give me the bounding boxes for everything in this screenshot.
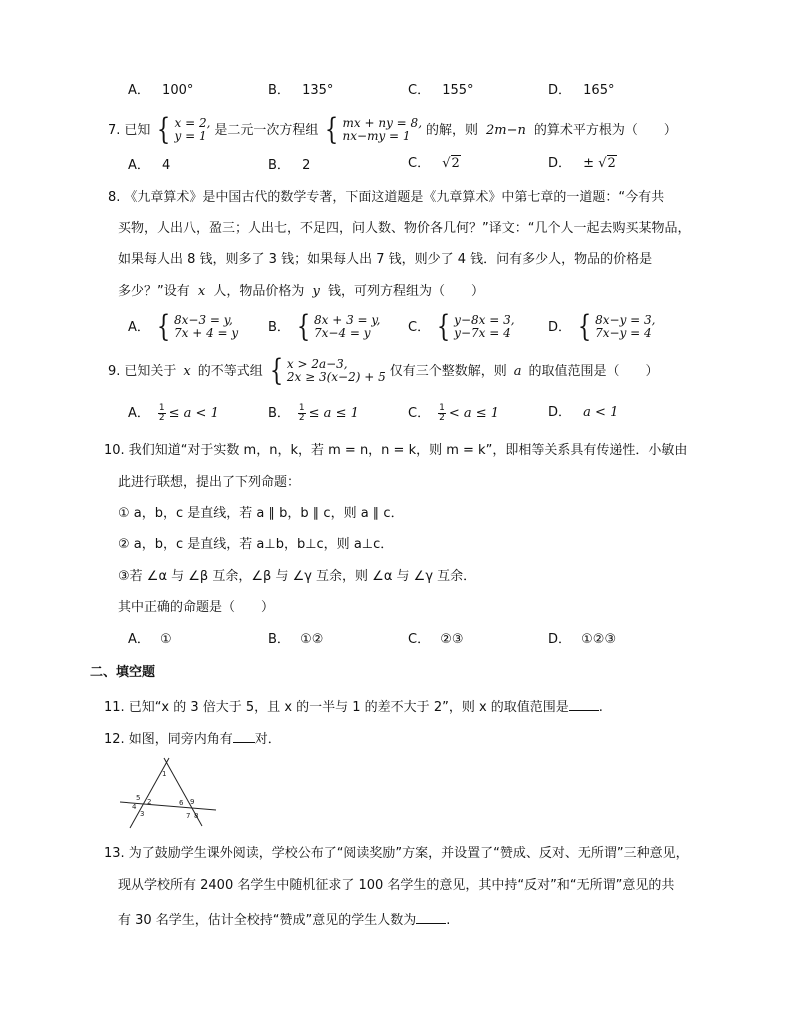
option-value: a < 1 bbox=[583, 405, 619, 420]
equation-line: 7x + 4 = y bbox=[174, 326, 239, 340]
q7-option-a bbox=[128, 159, 170, 172]
question-11 bbox=[104, 698, 603, 714]
equation-line: 8x−3 = y, bbox=[174, 313, 233, 327]
inequality-line: 2x ≥ 3(x−2) + 5 bbox=[286, 370, 386, 384]
option-letter: B． bbox=[268, 632, 290, 647]
option-value: 4 bbox=[162, 158, 171, 173]
q7-option-d bbox=[548, 157, 617, 170]
paragraph-line: 有 30 名学生，估计全校持“赞成”意见的学生人数为 bbox=[118, 913, 417, 928]
angle-label: 3 bbox=[140, 810, 145, 818]
q7-option-b bbox=[268, 159, 310, 172]
question-number: 8. bbox=[108, 190, 121, 205]
sqrt-symbol: √2 bbox=[442, 156, 460, 171]
option-value: ≤ a < 1 bbox=[168, 406, 219, 421]
q9-option-d bbox=[548, 406, 618, 419]
paragraph-line: 为了鼓励学生课外阅读，学校公布了“阅读奖励”方案，并设置了“赞成、反对、无所谓”三种意见， bbox=[128, 846, 689, 861]
q8-option-c bbox=[408, 309, 515, 344]
option-system: { 8x + 3 = y, 7x−4 = y bbox=[296, 309, 381, 344]
option-value: 155° bbox=[442, 83, 474, 98]
q7-tail: 的算术平方根为（ ） bbox=[533, 122, 677, 138]
q7-system-2: { mx + ny = 8, nx−my = 1 bbox=[325, 112, 423, 147]
q12-figure bbox=[118, 756, 218, 830]
q7-option-c bbox=[408, 157, 461, 170]
text: 的取值范围是（ ） bbox=[528, 363, 659, 379]
text: 仅有三个整数解，则 bbox=[389, 363, 507, 379]
q7-post: 的解，则 bbox=[426, 122, 479, 138]
equation-line: y−7x = 4 bbox=[454, 326, 511, 340]
equation-line: mx + ny = 8, bbox=[342, 116, 423, 130]
equation-line: 8x + 3 = y, bbox=[314, 313, 381, 327]
equation-line: y−8x = 3, bbox=[454, 313, 515, 327]
paragraph-line: 我们知道“对于实数 m，n，k，若 m = n，n = k，则 m = k”，即相等关系具有传递性．小敏由 bbox=[128, 443, 688, 458]
question-10-line-1 bbox=[104, 444, 687, 457]
q7-system-1: { x = 2, y = 1 bbox=[157, 112, 211, 147]
proposition-3: ③若 ∠α 与 ∠β 互余，∠β 与 ∠γ 互余，则 ∠α 与 ∠γ 互余． bbox=[118, 569, 477, 584]
paragraph-line: 《九章算术》是中国古代的数学专著，下面这道题是《九章算术》中第七章的一道题：“今有共 bbox=[124, 190, 665, 205]
option-value: 135° bbox=[302, 83, 334, 98]
angle-label: 8 bbox=[194, 812, 199, 820]
option-system: { 8x−3 = y, 7x + 4 = y bbox=[156, 309, 239, 344]
text: 多少？”设有 bbox=[118, 284, 190, 299]
q8-option-b bbox=[268, 309, 381, 344]
answer-blank[interactable] bbox=[416, 911, 446, 924]
question-8-line-1 bbox=[108, 191, 664, 204]
question-10-ask: 其中正确的命题是（ ） bbox=[118, 600, 275, 615]
question-text: 已知“x 的 3 倍大于 5，且 x 的一半与 1 的差不大于 2”，则 x 的取值范围是 bbox=[128, 700, 569, 715]
plus-minus: ± bbox=[583, 156, 595, 171]
option-letter: C． bbox=[408, 83, 431, 98]
question-8-line-3: 如果每人出 8 钱，则多了 3 钱；如果每人出 7 钱，则少了 4 钱．问有多少人，物品的价格是 bbox=[118, 252, 653, 267]
denominator: 2 bbox=[439, 413, 445, 423]
question-number: 7. bbox=[108, 122, 121, 138]
question-12 bbox=[104, 730, 281, 746]
radicand: 2 bbox=[607, 156, 616, 171]
question-8-line-2: 买物，人出八，盈三；人出七，不足四，问人数、物价各几何？”译文：“几个人一起去购买某物品， bbox=[118, 221, 691, 236]
option-letter: D． bbox=[548, 83, 572, 98]
equation-line: x = 2, bbox=[174, 116, 211, 130]
option-letter: D． bbox=[548, 156, 572, 171]
q6-option-d bbox=[548, 84, 614, 97]
text: 如图，同旁内角有 bbox=[128, 732, 233, 747]
q10-option-c bbox=[408, 633, 464, 646]
angle-label: 2 bbox=[147, 798, 152, 806]
sqrt-symbol: √2 bbox=[598, 156, 616, 171]
fraction bbox=[158, 404, 166, 423]
variable: x bbox=[197, 284, 206, 299]
angle-label: 7 bbox=[186, 812, 191, 820]
question-number: 12. bbox=[104, 732, 125, 747]
option-letter: D． bbox=[548, 632, 572, 647]
variable: x bbox=[183, 363, 191, 379]
option-letter: D． bbox=[548, 319, 572, 335]
option-value: 100° bbox=[162, 83, 194, 98]
option-letter: D． bbox=[548, 405, 572, 420]
option-value: ②③ bbox=[440, 632, 464, 647]
denominator: 2 bbox=[298, 413, 305, 423]
option-value: 165° bbox=[583, 83, 615, 98]
q9-option-c bbox=[408, 404, 499, 423]
equation-line: 7x−4 = y bbox=[314, 326, 371, 340]
q9-option-a bbox=[128, 404, 219, 423]
option-value: < a ≤ 1 bbox=[448, 406, 500, 421]
option-letter: B． bbox=[268, 406, 290, 421]
q8-option-a bbox=[128, 309, 239, 344]
text: 的不等式组 bbox=[197, 363, 263, 379]
text: . bbox=[598, 700, 603, 715]
proposition-1: ① a，b，c 是直线，若 a ∥ b，b ∥ c，则 a ∥ c． bbox=[118, 506, 404, 521]
q6-option-a bbox=[128, 84, 193, 97]
text: . bbox=[446, 913, 451, 928]
answer-blank[interactable] bbox=[233, 730, 255, 743]
question-number: 9. bbox=[108, 363, 121, 379]
question-13-line-2: 现从学校所有 2400 名学生中随机征求了 100 名学生的意见，其中持“反对”和“无所谓”意见的共 bbox=[118, 878, 675, 893]
q10-option-d bbox=[548, 633, 616, 646]
proposition-2: ② a，b，c 是直线，若 a⊥b，b⊥c，则 a⊥c． bbox=[118, 537, 394, 552]
question-10-line-2: 此进行联想，提出了下列命题： bbox=[118, 475, 301, 490]
option-value: ①② bbox=[300, 632, 324, 647]
numerator: 1 bbox=[158, 403, 165, 413]
q6-option-c bbox=[408, 84, 474, 97]
radicand: 2 bbox=[451, 156, 460, 171]
option-value: ① bbox=[160, 632, 172, 647]
question-8-line-4 bbox=[118, 285, 484, 298]
q10-option-b bbox=[268, 633, 323, 646]
equation-line: 7x−y = 4 bbox=[595, 326, 652, 340]
equation-line: 8x−y = 3, bbox=[595, 313, 656, 327]
angle-label: 5 bbox=[136, 794, 141, 802]
question-number: 10. bbox=[104, 443, 125, 458]
angle-label: 1 bbox=[162, 770, 167, 778]
q7-mid: 是二元一次方程组 bbox=[214, 122, 319, 138]
q7-expression: 2m−n bbox=[486, 122, 526, 138]
equation-line: y = 1 bbox=[174, 129, 207, 143]
section-heading: 二、填空题 bbox=[90, 665, 156, 680]
question-number: 11. bbox=[104, 700, 125, 715]
equation-line: nx−my = 1 bbox=[342, 129, 411, 143]
q9-inequality-system: { x > 2a−3, 2x ≥ 3(x−2) + 5 bbox=[269, 353, 386, 388]
denominator: 2 bbox=[158, 413, 165, 423]
option-system: { y−8x = 3, y−7x = 4 bbox=[436, 309, 515, 344]
question-9 bbox=[108, 353, 659, 388]
question-13-line-1 bbox=[104, 847, 689, 860]
question-13-line-3 bbox=[118, 911, 450, 927]
text: 对． bbox=[254, 732, 281, 747]
option-letter: A． bbox=[128, 83, 150, 98]
option-letter: B． bbox=[268, 319, 290, 335]
fraction bbox=[298, 404, 306, 423]
text: 已知关于 bbox=[124, 363, 177, 379]
text: 钱，可列方程组为（ ） bbox=[328, 284, 485, 299]
option-value: 2 bbox=[302, 158, 311, 173]
numerator: 1 bbox=[439, 403, 445, 413]
option-letter: C． bbox=[408, 632, 431, 647]
question-7 bbox=[108, 112, 677, 147]
option-letter: A． bbox=[128, 158, 150, 173]
angle-label: 6 bbox=[179, 799, 184, 807]
option-letter: B． bbox=[268, 83, 290, 98]
option-letter: C． bbox=[408, 319, 431, 335]
numerator: 1 bbox=[298, 403, 305, 413]
answer-blank[interactable] bbox=[569, 698, 599, 711]
figure-line bbox=[130, 758, 169, 828]
inequality-line: x > 2a−3, bbox=[286, 357, 348, 371]
option-letter: C． bbox=[408, 406, 431, 421]
q7-pre: 已知 bbox=[124, 122, 151, 138]
variable: a bbox=[513, 363, 522, 379]
option-letter: B． bbox=[268, 158, 290, 173]
option-letter: A． bbox=[128, 319, 150, 335]
question-number: 13. bbox=[104, 846, 125, 861]
q8-option-d bbox=[548, 309, 656, 344]
option-letter: A． bbox=[128, 406, 150, 421]
q10-option-a bbox=[128, 633, 172, 646]
option-value: ≤ a ≤ 1 bbox=[308, 406, 359, 421]
option-letter: A． bbox=[128, 632, 150, 647]
option-value: ①②③ bbox=[581, 632, 617, 647]
variable: y bbox=[312, 284, 320, 299]
fraction bbox=[438, 404, 446, 423]
text: 人，物品价格为 bbox=[213, 284, 305, 299]
angle-label: 9 bbox=[190, 798, 195, 806]
angle-label: 4 bbox=[132, 803, 137, 811]
q6-option-b bbox=[268, 84, 333, 97]
option-system: { 8x−y = 3, 7x−y = 4 bbox=[577, 309, 656, 344]
q9-option-b bbox=[268, 404, 359, 423]
option-letter: C． bbox=[408, 156, 431, 171]
